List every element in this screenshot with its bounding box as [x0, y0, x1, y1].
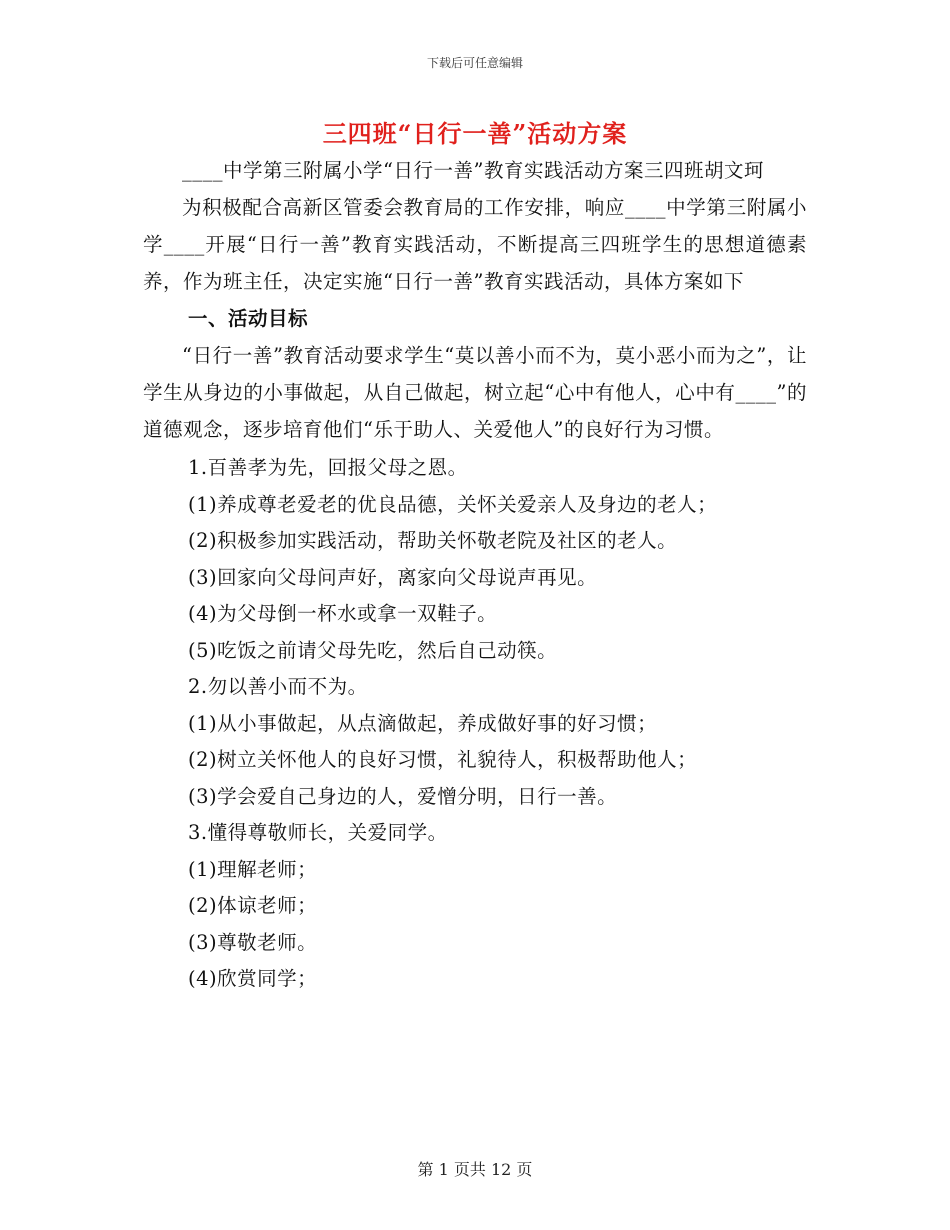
list-item: (3)学会爱自己身边的人，爱憎分明，日行一善。 — [188, 784, 618, 808]
list-item: (1)从小事做起，从点滴做起，养成做好事的好习惯； — [188, 711, 658, 735]
list-item: (5)吃饭之前请父母先吃，然后自己动筷。 — [188, 638, 558, 662]
list-item: (1)理解老师； — [188, 857, 318, 881]
list-item: (2)积极参加实践活动，帮助关怀敬老院及社区的老人。 — [188, 529, 678, 552]
list-item: (4)欣赏同学； — [188, 967, 318, 990]
list-item: (4)为父母倒一杯水或拿一双鞋子。 — [188, 602, 498, 625]
list-item: (1)养成尊老爱老的优良品德，关怀关爱亲人及身边的老人； — [188, 492, 718, 516]
section-1-heading: 一、活动目标 — [188, 307, 309, 330]
list-item: (2)树立关怀他人的良好习惯，礼貌待人，积极帮助他人； — [188, 748, 698, 771]
list-item: (2)体谅老师； — [188, 894, 318, 917]
list-item: 2.勿以善小而不为。 — [188, 675, 368, 698]
page-number: 第 1 页共 12 页 — [417, 1160, 533, 1179]
list-item: (3)回家向父母问声好，离家向父母说声再见。 — [188, 565, 598, 589]
intro-line: ____中学第三附属小学“日行一善”教育实践活动方案三四班胡文珂 — [182, 159, 764, 182]
section-1-body: “日行一善”教育活动要求学生“莫以善小而不为，莫小恶小而为之”，让学生从身边的小事做起，从自己做起，树立起“心中有他人，心中有____”的道德观念，逐步培育他们“乐于助人、关爱他人”的良好行为习惯。 — [143, 344, 807, 441]
document-title: 三四班“日行一善”活动方案 — [322, 119, 628, 148]
list-item: (3)尊敬老师。 — [188, 930, 318, 954]
page-header-note: 下载后可任意编辑 — [426, 56, 523, 70]
list-item: 3.懂得尊敬师长，关爱同学。 — [188, 821, 448, 844]
document-body — [143, 152, 807, 998]
paragraph-1: 为积极配合高新区管委会教育局的工作安排，响应____中学第三附属小学____开展“日行一善”教育实践活动，不断提高三四班学生的思想道德素养，作为班主任，决定实施“日行一善”教育实践活动，具体方案如下 — [143, 196, 807, 293]
list-item: 1.百善孝为先，回报父母之恩。 — [188, 456, 468, 479]
